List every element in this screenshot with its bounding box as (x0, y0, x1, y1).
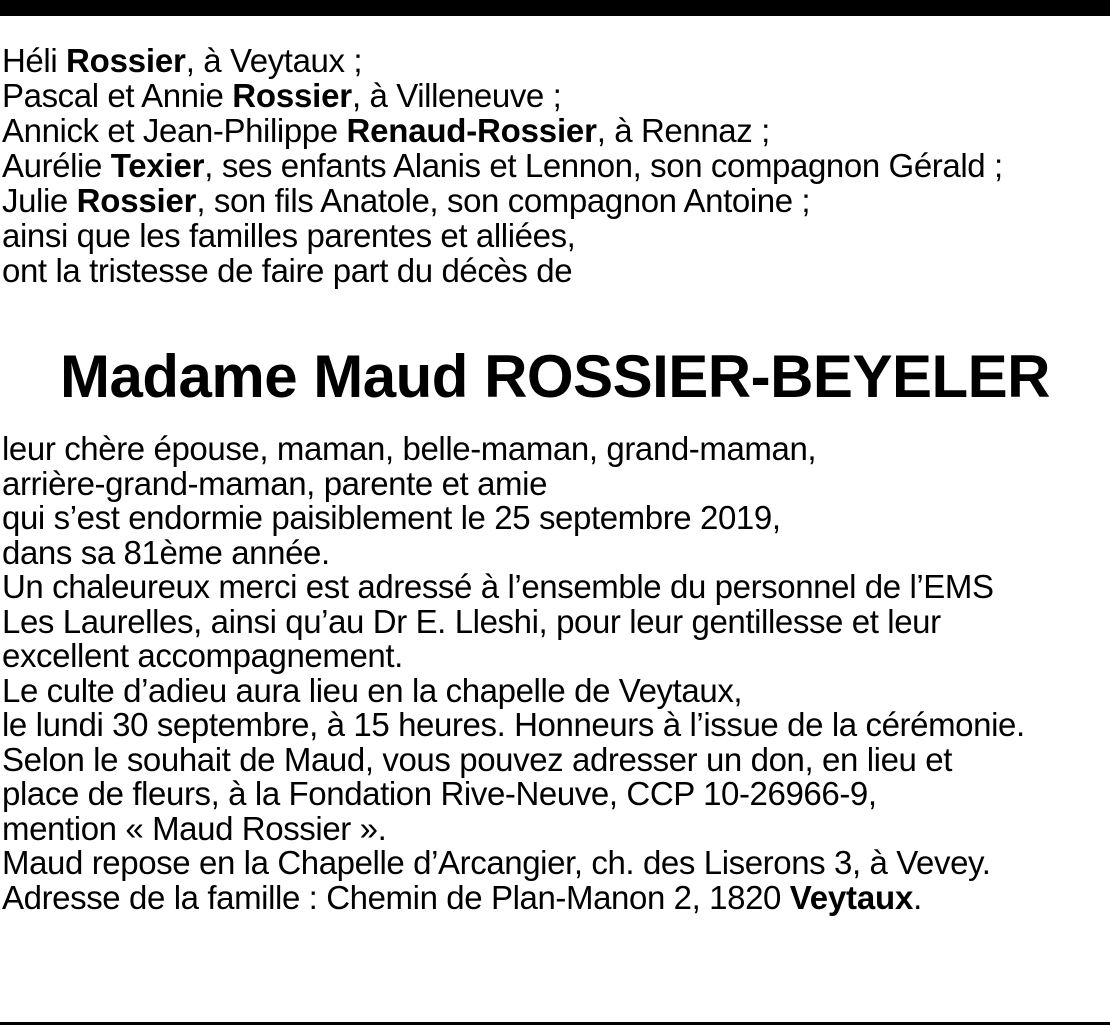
line-text: place de fleurs, à la Fondation Rive-Neuve, CCP 10-26966-9, (2, 775, 877, 812)
body-line (2, 639, 1025, 674)
deceased-name: Madame Maud ROSSIER-BEYELER (59, 343, 1050, 410)
family-name-bold: Rossier (76, 182, 197, 219)
line-text: Annick et Jean-Philippe (2, 112, 347, 149)
body-line (2, 878, 1025, 916)
family-name-bold: Rossier (232, 77, 352, 114)
line-text: . (913, 878, 922, 916)
family-name-bold: Texier (110, 147, 205, 184)
family-name-bold: Rossier (66, 42, 186, 79)
body-line (2, 533, 1025, 571)
family-name-bold: Veytaux (789, 878, 914, 916)
line-text: Un chaleureux merci est adressé à l’ensemble du personnel de l’EMS (2, 568, 994, 605)
line-text: Le culte d’adieu aura lieu en la chapelle de Veytaux, (2, 671, 743, 709)
top-rule (0, 0, 1110, 16)
body-line (2, 464, 1025, 502)
line-text: le lundi 30 septembre, à 15 heures. Honneurs à l’issue de la cérémonie. (2, 706, 1025, 743)
body-line (2, 432, 1025, 467)
announcement-body (2, 432, 1025, 915)
line-text: leur chère épouse, maman, belle-maman, grand-maman, (2, 430, 817, 467)
family-line (2, 113, 1003, 148)
family-line (2, 148, 1003, 183)
line-text: , à Rennaz ; (596, 112, 770, 149)
line-text: dans sa 81ème année. (2, 533, 330, 571)
line-text: arrière-grand-maman, parente et amie (2, 464, 548, 502)
line-text: Selon le souhait de Maud, vous pouvez adresser un don, en lieu et (2, 740, 952, 778)
family-line (2, 78, 1003, 113)
line-text: , à Veytaux ; (185, 42, 363, 79)
family-name-bold: Renaud-Rossier (346, 112, 597, 149)
line-text: , à Villeneuve ; (351, 77, 562, 114)
line-text: Adresse de la famille : Chemin de Plan-Manon 2, 1820 (2, 878, 790, 916)
line-text: Les Laurelles, ainsi qu’au Dr E. Lleshi, pour leur gentillesse et leur (2, 602, 941, 640)
body-line (2, 671, 1025, 709)
family-list (2, 43, 1003, 288)
body-line (2, 846, 1025, 881)
line-text: excellent accompagnement. (2, 637, 403, 674)
line-text: mention « Maud Rossier ». (2, 809, 387, 847)
body-line (2, 708, 1025, 743)
body-line (2, 777, 1025, 812)
body-line (2, 809, 1025, 847)
family-line (2, 253, 1003, 288)
body-line (2, 570, 1025, 605)
line-text: Maud repose en la Chapelle d’Arcangier, ch. des Liserons 3, à Vevey. (2, 844, 991, 881)
line-text: ainsi que les familles parentes et alliées, (2, 217, 576, 254)
family-line (2, 183, 1003, 218)
line-text: qui s’est endormie paisiblement le 25 septembre 2019, (2, 499, 781, 536)
family-line (2, 218, 1003, 253)
line-text: , ses enfants Alanis et Lennon, son compagnon Gérald ; (204, 147, 1003, 184)
bottom-rule (0, 1022, 1110, 1025)
family-line (2, 43, 1003, 78)
line-text: , son fils Anatole, son compagnon Antoine ; (196, 182, 811, 219)
line-text: Aurélie (2, 147, 111, 184)
line-text: Héli (2, 42, 67, 79)
body-line (2, 740, 1025, 778)
body-line (2, 602, 1025, 640)
line-text: Julie (2, 182, 77, 219)
body-line (2, 501, 1025, 536)
line-text: ont la tristesse de faire part du décès de (2, 252, 573, 289)
line-text: Pascal et Annie (2, 77, 233, 114)
